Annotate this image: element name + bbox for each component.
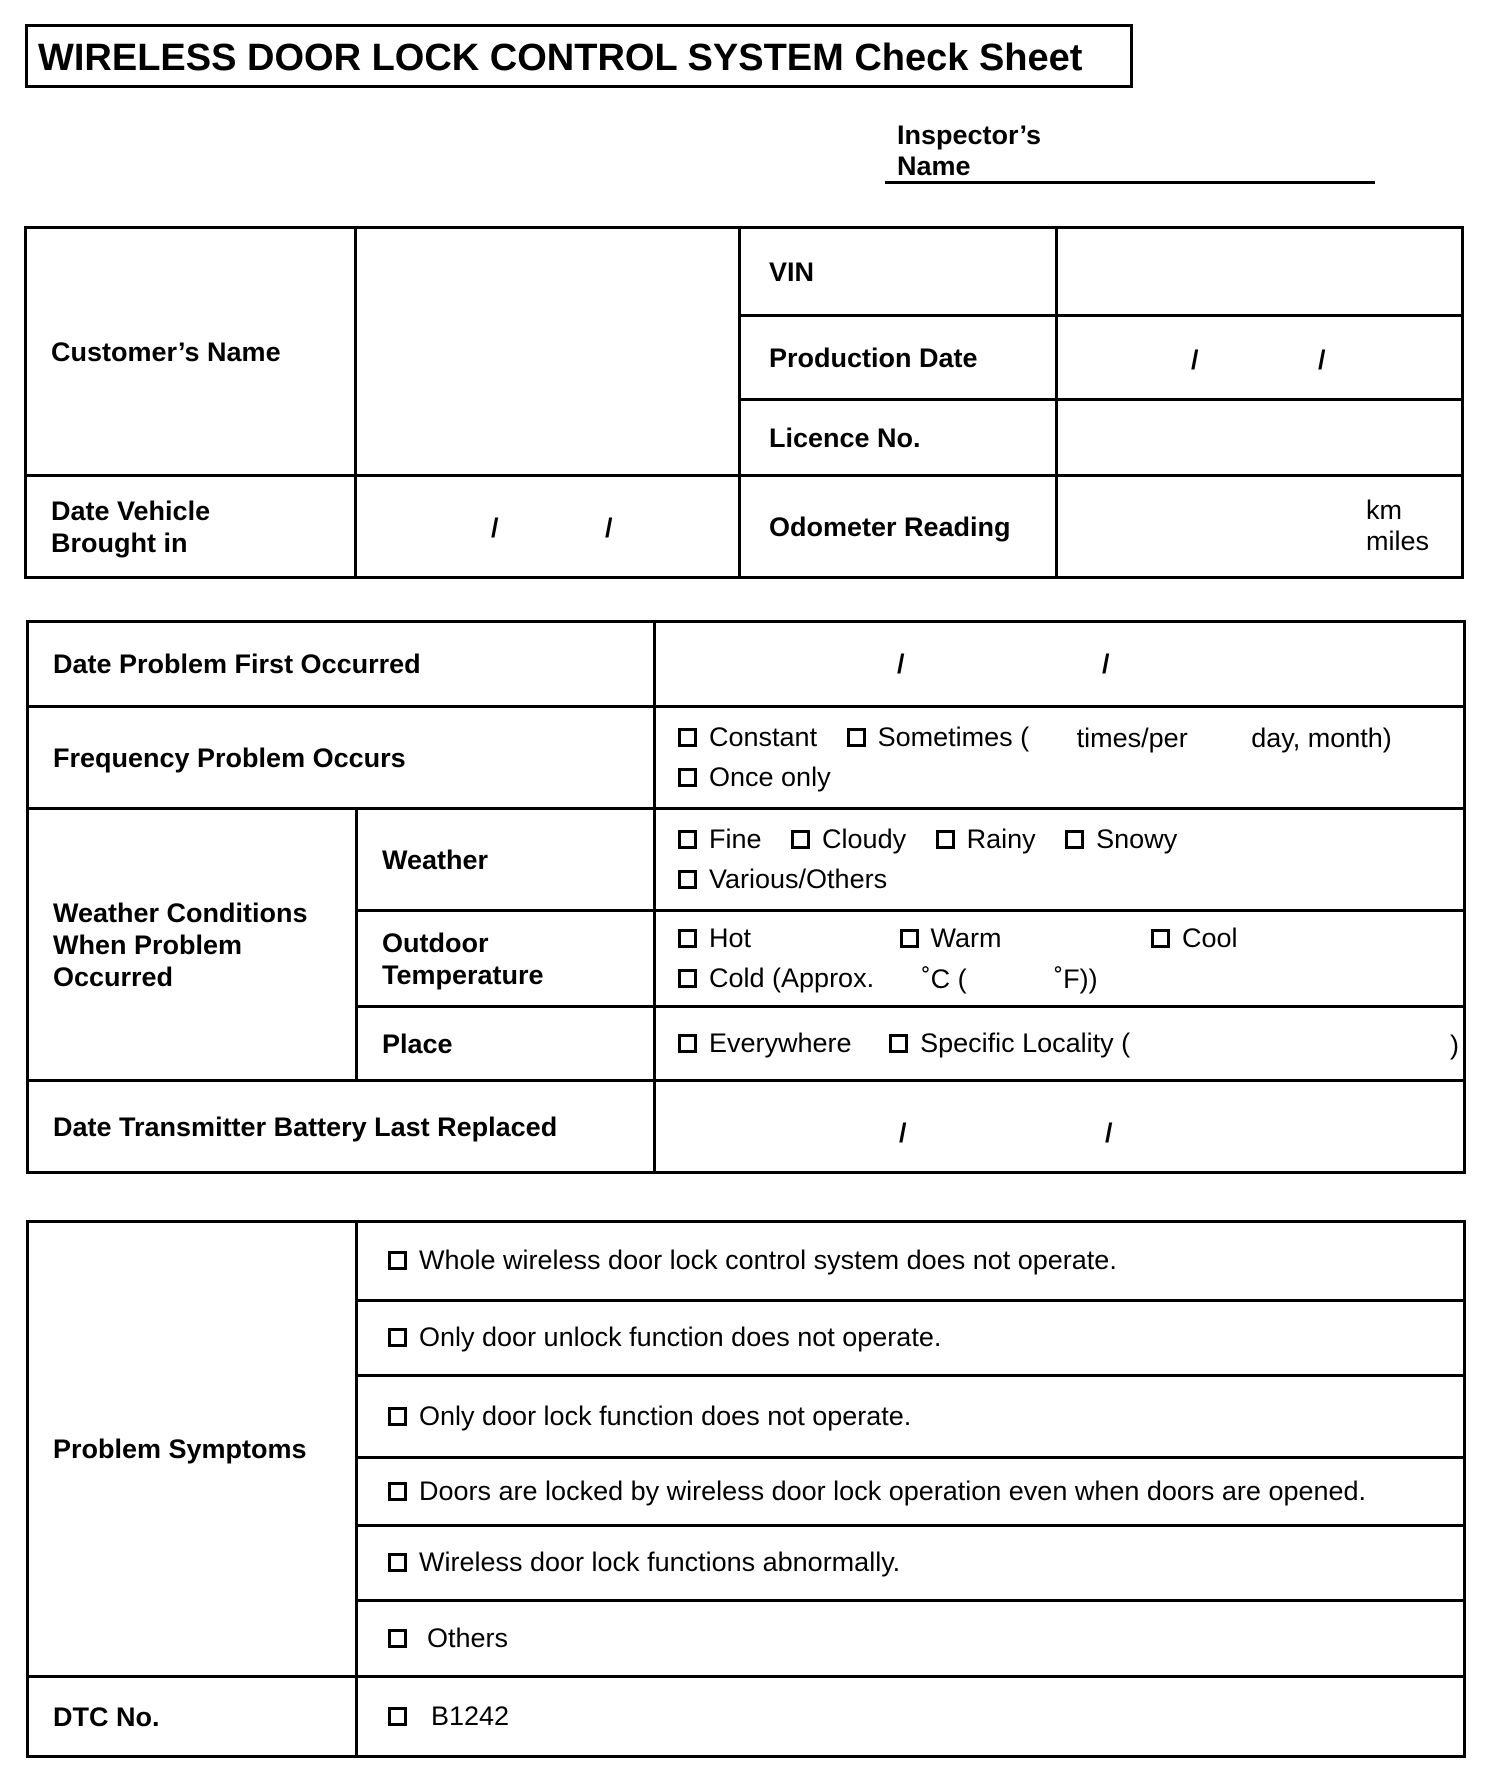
inspector-name-field[interactable]: [885, 181, 1375, 184]
odometer-field[interactable]: [1057, 476, 1463, 578]
checkbox[interactable]: [791, 830, 810, 849]
checkbox[interactable]: [388, 1482, 407, 1501]
checkbox[interactable]: [388, 1629, 407, 1648]
checkbox[interactable]: [388, 1707, 407, 1726]
option-cloudy[interactable]: Cloudy: [791, 820, 906, 859]
date-brought-in-label: Date Vehicle Brought in: [26, 476, 356, 578]
checkbox[interactable]: [678, 768, 697, 787]
weather-label: Weather: [357, 809, 655, 911]
licence-field[interactable]: [1057, 400, 1463, 476]
checkbox[interactable]: [678, 969, 697, 988]
symptom-item[interactable]: Only door lock function does not operate.: [357, 1376, 1465, 1458]
licence-label: Licence No.: [740, 400, 1057, 476]
checkbox[interactable]: [678, 870, 697, 889]
option-constant[interactable]: Constant: [678, 718, 817, 757]
symptoms-table: [26, 1220, 1466, 1758]
checkbox[interactable]: [1151, 929, 1170, 948]
dtc-item[interactable]: B1242: [357, 1677, 1465, 1757]
checkbox[interactable]: [678, 929, 697, 948]
weather-conditions-group-label: Weather Conditions When Problem Occurred: [28, 809, 357, 1081]
temperature-options: [655, 911, 1465, 1007]
date-separator: /: [897, 649, 905, 679]
outdoor-temperature-label: Outdoor Temperature: [357, 911, 655, 1007]
option-rainy[interactable]: Rainy: [936, 820, 1036, 859]
checkbox[interactable]: [388, 1251, 407, 1270]
option-warm[interactable]: Warm: [900, 919, 1136, 958]
checkbox[interactable]: [889, 1034, 908, 1053]
inspector-name-label: Inspector’s Name: [897, 120, 1042, 181]
date-first-occurred-label: Date Problem First Occurred: [28, 622, 655, 707]
production-date-label: Production Date: [740, 316, 1057, 400]
checkbox[interactable]: [388, 1328, 407, 1347]
date-separator: /: [491, 513, 499, 543]
option-fine[interactable]: Fine: [678, 820, 762, 859]
checkbox[interactable]: [678, 830, 697, 849]
battery-replaced-field[interactable]: [655, 1081, 1465, 1173]
day-month-label: day, month): [1251, 722, 1392, 753]
option-specific-locality[interactable]: Specific Locality (: [889, 1024, 1130, 1063]
date-separator: /: [1105, 1118, 1113, 1148]
dtc-label: DTC No.: [28, 1677, 357, 1757]
option-cool[interactable]: Cool: [1151, 919, 1238, 958]
conditions-table: [26, 620, 1466, 1174]
checkbox[interactable]: [388, 1407, 407, 1426]
checkbox[interactable]: [678, 1034, 697, 1053]
date-first-occurred-field[interactable]: [655, 622, 1465, 707]
unit-km: km: [1366, 495, 1402, 525]
option-snowy[interactable]: Snowy: [1065, 820, 1177, 859]
checkbox[interactable]: [388, 1553, 407, 1572]
checkbox[interactable]: [847, 728, 866, 747]
battery-replaced-label: Date Transmitter Battery Last Replaced: [28, 1081, 655, 1173]
deg-f-label: ˚F)): [1054, 963, 1098, 994]
symptom-item[interactable]: Wireless door lock functions abnormally.: [357, 1526, 1465, 1601]
unit-miles: miles: [1366, 526, 1430, 556]
symptom-item[interactable]: Doors are locked by wireless door lock operation even when doors are opened.: [357, 1458, 1465, 1526]
symptom-item[interactable]: Only door unlock function does not operate.: [357, 1301, 1465, 1376]
date-brought-in-field[interactable]: [356, 476, 740, 578]
production-date-field[interactable]: [1057, 316, 1463, 400]
vehicle-info-table: [24, 226, 1464, 579]
vin-field[interactable]: [1057, 228, 1463, 316]
checkbox[interactable]: [900, 929, 919, 948]
option-hot[interactable]: Hot: [678, 919, 878, 958]
checkbox[interactable]: [1065, 830, 1084, 849]
checkbox[interactable]: [936, 830, 955, 849]
date-separator: /: [1191, 345, 1199, 375]
place-close-paren: ): [1450, 1030, 1459, 1060]
vin-label: VIN: [740, 228, 1057, 316]
frequency-label: Frequency Problem Occurs: [28, 707, 655, 809]
problem-symptoms-label: Problem Symptoms: [28, 1222, 357, 1677]
date-separator: /: [1102, 649, 1110, 679]
symptom-item[interactable]: Others: [357, 1601, 1465, 1677]
page-title: WIRELESS DOOR LOCK CONTROL SYSTEM Check Sheet: [38, 37, 1083, 79]
frequency-options: [655, 707, 1465, 809]
option-everywhere[interactable]: Everywhere: [678, 1024, 852, 1063]
title-box: [25, 24, 1133, 88]
option-sometimes[interactable]: Sometimes (: [847, 718, 1030, 757]
option-once-only[interactable]: Once only: [678, 758, 831, 797]
weather-options: [655, 809, 1465, 911]
customer-name-field[interactable]: [356, 228, 740, 476]
place-label: Place: [357, 1007, 655, 1081]
checkbox[interactable]: [678, 728, 697, 747]
deg-c-label: ˚C (: [921, 963, 967, 994]
option-various[interactable]: Various/Others: [678, 860, 887, 899]
date-separator: /: [605, 513, 613, 543]
times-per-label: times/per: [1076, 722, 1188, 753]
date-separator: /: [1318, 345, 1326, 375]
odometer-label: Odometer Reading: [740, 476, 1057, 578]
symptom-item[interactable]: Whole wireless door lock control system does not operate.: [357, 1222, 1465, 1301]
customer-name-label: Customer’s Name: [26, 228, 356, 476]
place-options: [655, 1007, 1465, 1081]
date-separator: /: [899, 1118, 907, 1148]
option-cold[interactable]: Cold (Approx.: [678, 959, 874, 998]
